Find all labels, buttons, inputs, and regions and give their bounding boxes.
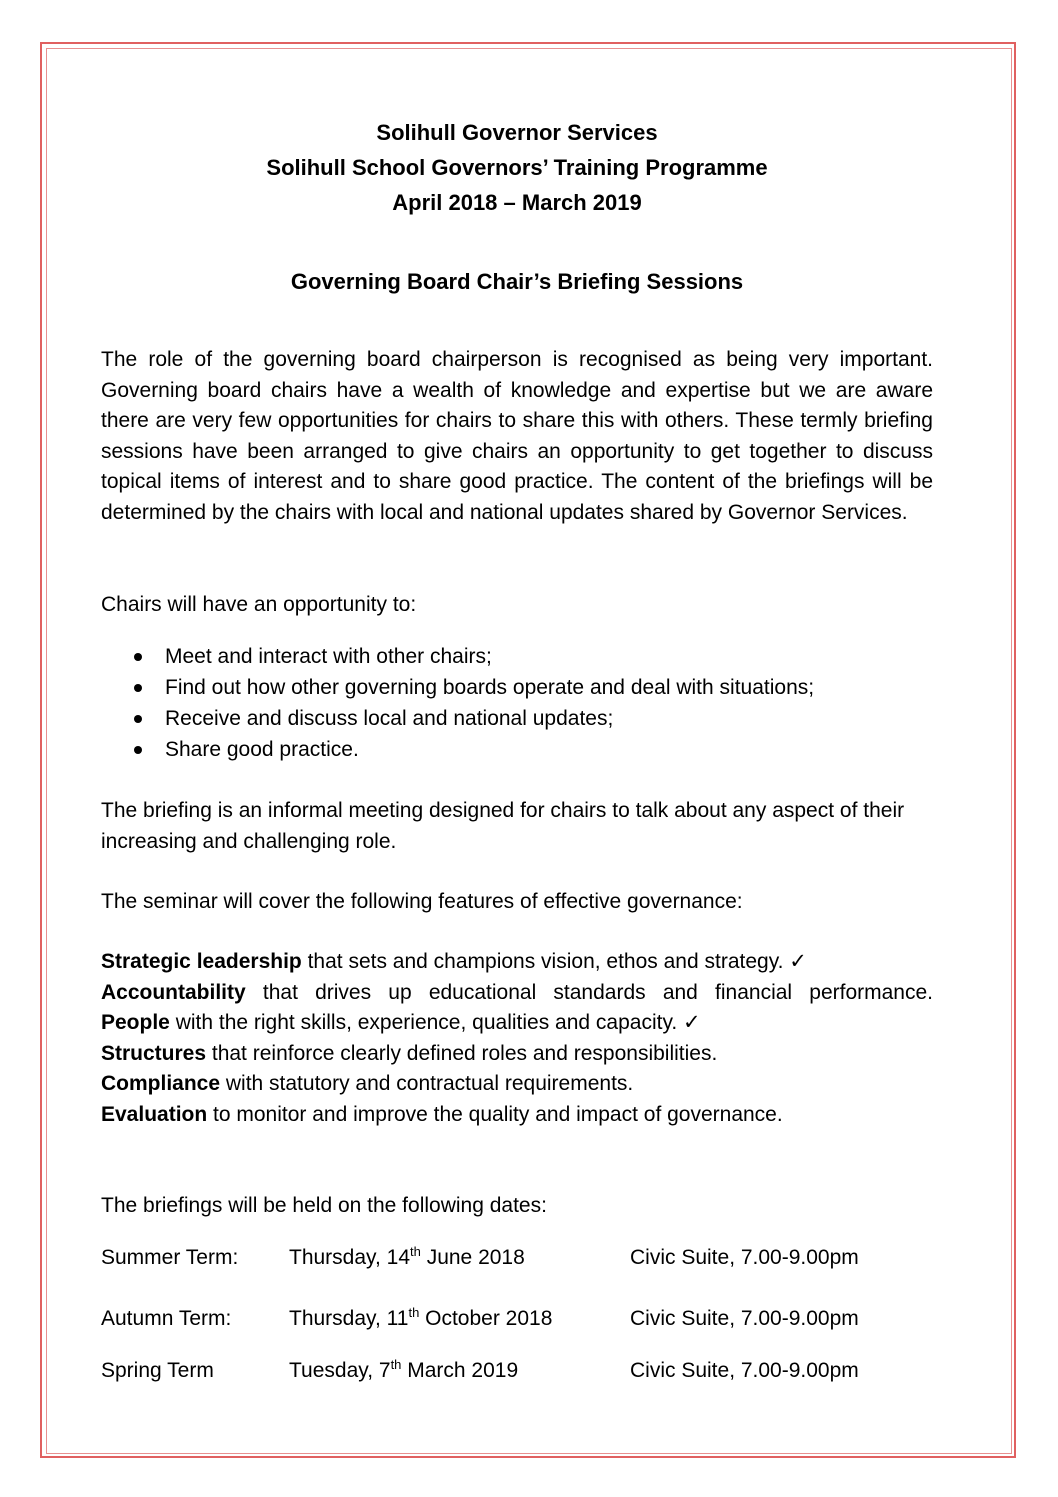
opportunity-lead: Chairs will have an opportunity to: <box>101 593 417 616</box>
date-cell: Thursday, 14th June 2018 <box>289 1244 525 1269</box>
table-row <box>101 1304 933 1334</box>
intro-paragraph: The role of the governing board chairperson is recognised as being very important. Governing board chairs have a wealth of knowledge and expertise but we are aware there are very few opportunities for chairs to share this with others. These termly briefing sessions have been arranged to give chairs an opportunity to get together to discuss topical items of interest and to share good practice. The content of the briefings will be determined by the chairs with local and national updates shared by Governor Services. <box>101 348 933 524</box>
feature-row: Accountability that drives up educational standards and financial performance. <box>101 980 933 1004</box>
date-cell: Thursday, 11th October 2018 <box>289 1305 553 1330</box>
bullet-icon <box>134 715 142 723</box>
term-label: Spring Term <box>101 1359 214 1382</box>
bullet-icon <box>134 684 142 692</box>
bullet-icon <box>134 746 142 754</box>
feature-row: People with the right skills, experience, qualities and capacity. ✓ <box>101 1011 701 1034</box>
list-item: Receive and discuss local and national updates; <box>101 703 814 734</box>
opportunity-list <box>101 641 814 765</box>
document-subtitle: Governing Board Chair’s Briefing Sessions <box>290 269 744 294</box>
table-row <box>101 1243 933 1273</box>
bullet-icon <box>134 653 142 661</box>
table-row <box>101 1356 933 1386</box>
venue-cell: Civic Suite, 7.00-9.00pm <box>630 1246 859 1269</box>
venue-cell: Civic Suite, 7.00-9.00pm <box>630 1359 859 1382</box>
venue-cell: Civic Suite, 7.00-9.00pm <box>630 1307 859 1330</box>
feature-row: Evaluation to monitor and improve the quality and impact of governance. <box>101 1102 783 1126</box>
list-item: Share good practice. <box>101 734 814 765</box>
feature-row: Strategic leadership that sets and champions vision, ethos and strategy. ✓ <box>101 950 807 973</box>
term-label: Summer Term: <box>101 1246 239 1269</box>
title-line-2: Solihull School Governors’ Training Programme <box>266 155 768 180</box>
title-line-3: April 2018 – March 2019 <box>392 190 642 215</box>
governance-features <box>101 947 933 1130</box>
title-line-1: Solihull Governor Services <box>376 120 658 145</box>
date-cell: Tuesday, 7th March 2019 <box>289 1357 519 1382</box>
seminar-lead: The seminar will cover the following features of effective governance: <box>101 890 743 913</box>
document-title-block <box>101 115 933 220</box>
briefing-paragraph: The briefing is an informal meeting designed for chairs to talk about any aspect of their increasing and challenging role. <box>101 799 905 853</box>
term-label: Autumn Term: <box>101 1307 232 1330</box>
dates-lead: The briefings will be held on the following dates: <box>101 1194 547 1217</box>
feature-row: Compliance with statutory and contractual requirements. <box>101 1072 634 1095</box>
list-item: Meet and interact with other chairs; <box>101 641 814 672</box>
feature-row: Structures that reinforce clearly defined roles and responsibilities. <box>101 1041 718 1065</box>
list-item: Find out how other governing boards operate and deal with situations; <box>101 672 814 703</box>
